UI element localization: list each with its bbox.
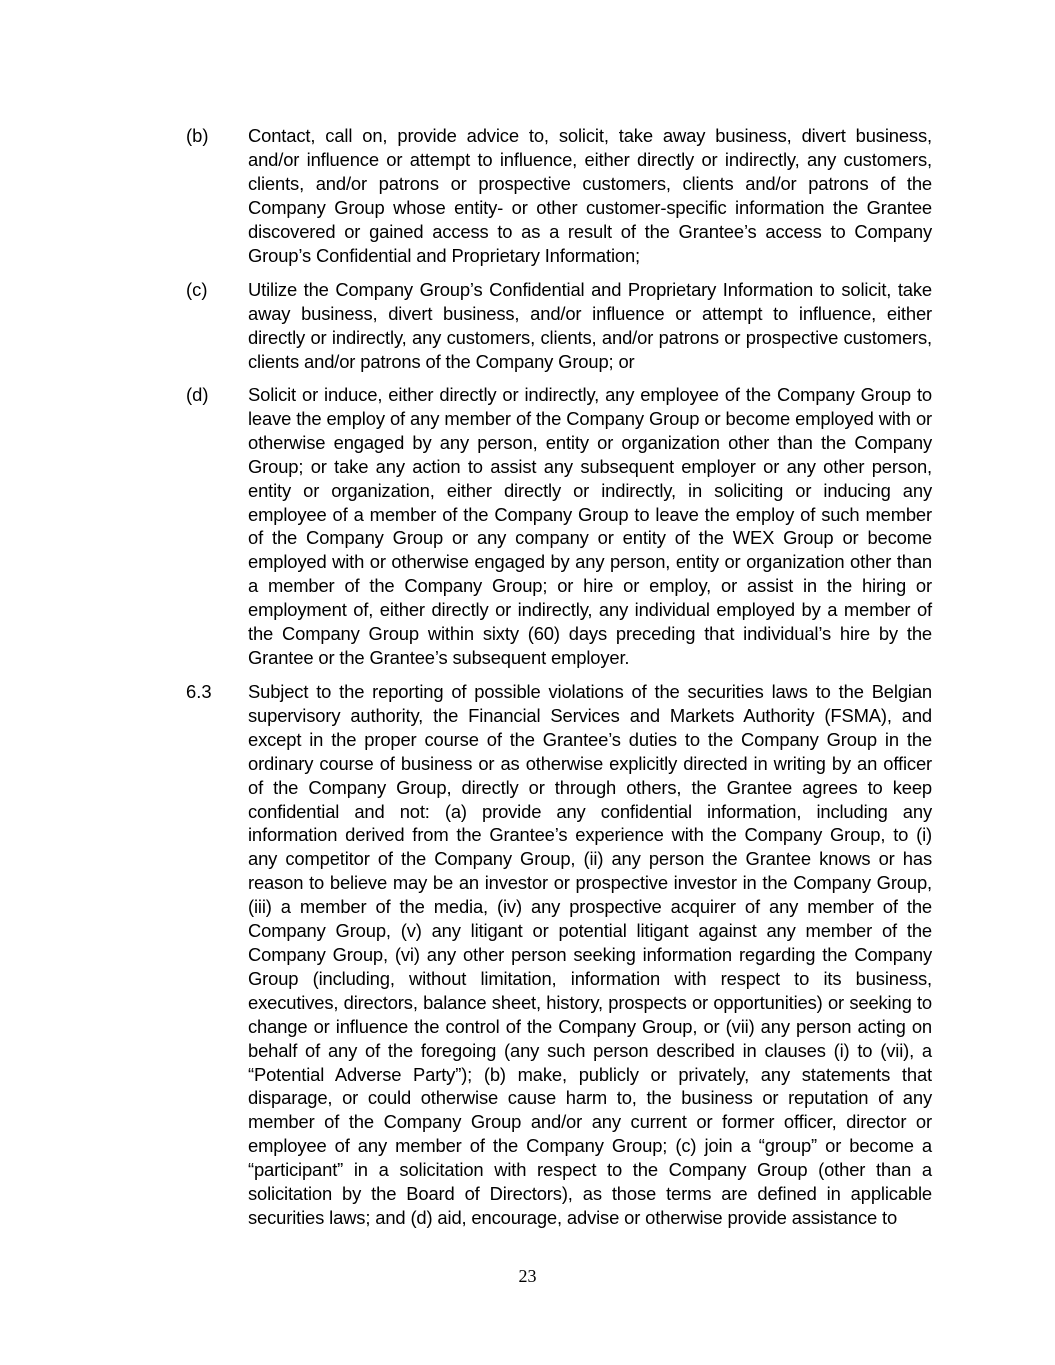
clause-label: (c) — [186, 279, 208, 300]
clause-text: Solicit or induce, either directly or indirectly, any employee of the Company Group to leave the employ of any member of the Company Group or become employed with or otherwise engaged by any person, entity or organization other than the Company Group; or take any action to assist any subsequent employer or any other person, entity or organization, either directly or indirectly, in soliciting or inducing any employee of a member of the Company Group to leave the employ of such member of the Company Group or any company or entity of the WEX Group or become employed with or otherwise engaged by any person, entity or organization other than a member of the Company Group; or hire or employ, or assist in the hiring or employment of, either directly or indirectly, any individual employed by a member of the Company Group within sixty (60) days preceding that individual’s hire by the Grantee or the Grantee’s subsequent employer. — [248, 384, 932, 668]
page-number: 23 — [518, 1266, 537, 1286]
clause-label: (d) — [186, 384, 209, 405]
clause-text: Contact, call on, provide advice to, solicit, take away business, divert business, and/or influence or attempt to influence, either directly or indirectly, any customers, clients, and/or patrons or prospective customers, clients and/or patrons of the Company Group whose entity- or other customer-specific information the Grantee discovered or gained access to as a result of the Grantee’s access to Company Group’s Confidential and Proprietary Information; — [248, 125, 932, 266]
clause-text: Utilize the Company Group’s Confidential and Proprietary Information to solicit, take away business, divert business, and/or influence or attempt to influence, either directly or indirectly, any customers, clients, and/or patrons or prospective customers, clients and/or patrons of the Company Group; or — [248, 279, 932, 372]
section-text: Subject to the reporting of possible violations of the securities laws to the Belgian supervisory authority, the Financial Services and Markets Authority (FSMA), and except in the proper course of the Grantee’s duties to the Company Group in the ordinary course of business or as otherwise explicitly directed in writing by an officer of the Company Group, directly or through others, the Grantee agrees to keep confidential and not: (a) provide any confidential information, including any information derived from the Grantee’s experience with the Company Group, to (i) any competitor of the Company Group, (ii) any person the Grantee knows or has reason to believe may be an investor or prospective investor in the Company Group, (iii) a member of the media, (iv) any prospective acquirer of any member of the Company Group, (v) any litigant or potential litigant against any member of the Company Group, (vi) any other person seeking information regarding the Company Group (including, without limitation, information with respect to its business, executives, directors, balance sheet, history, prospects or opportunities) or seeking to change or influence the control of the Company Group, or (vii) any person acting on behalf of any of the foregoing (any such person described in clauses (i) to (vii), a “Potential Adverse Party”); (b) make, publicly or privately, any statements that disparage, or could otherwise cause harm to, the business or reputation of any member of the Company Group and/or any current or former officer, director or employee of any member of the Company Group; (c) join a “group” or become a “participant” in a solicitation with respect to the Company Group (other than a solicitation by the Board of Directors), as those terms are defined in applicable securities laws; and (d) aid, encourage, advise or otherwise provide assistance to — [248, 681, 932, 1228]
section-number: 6.3 — [186, 681, 212, 702]
clause-label: (b) — [186, 125, 209, 146]
